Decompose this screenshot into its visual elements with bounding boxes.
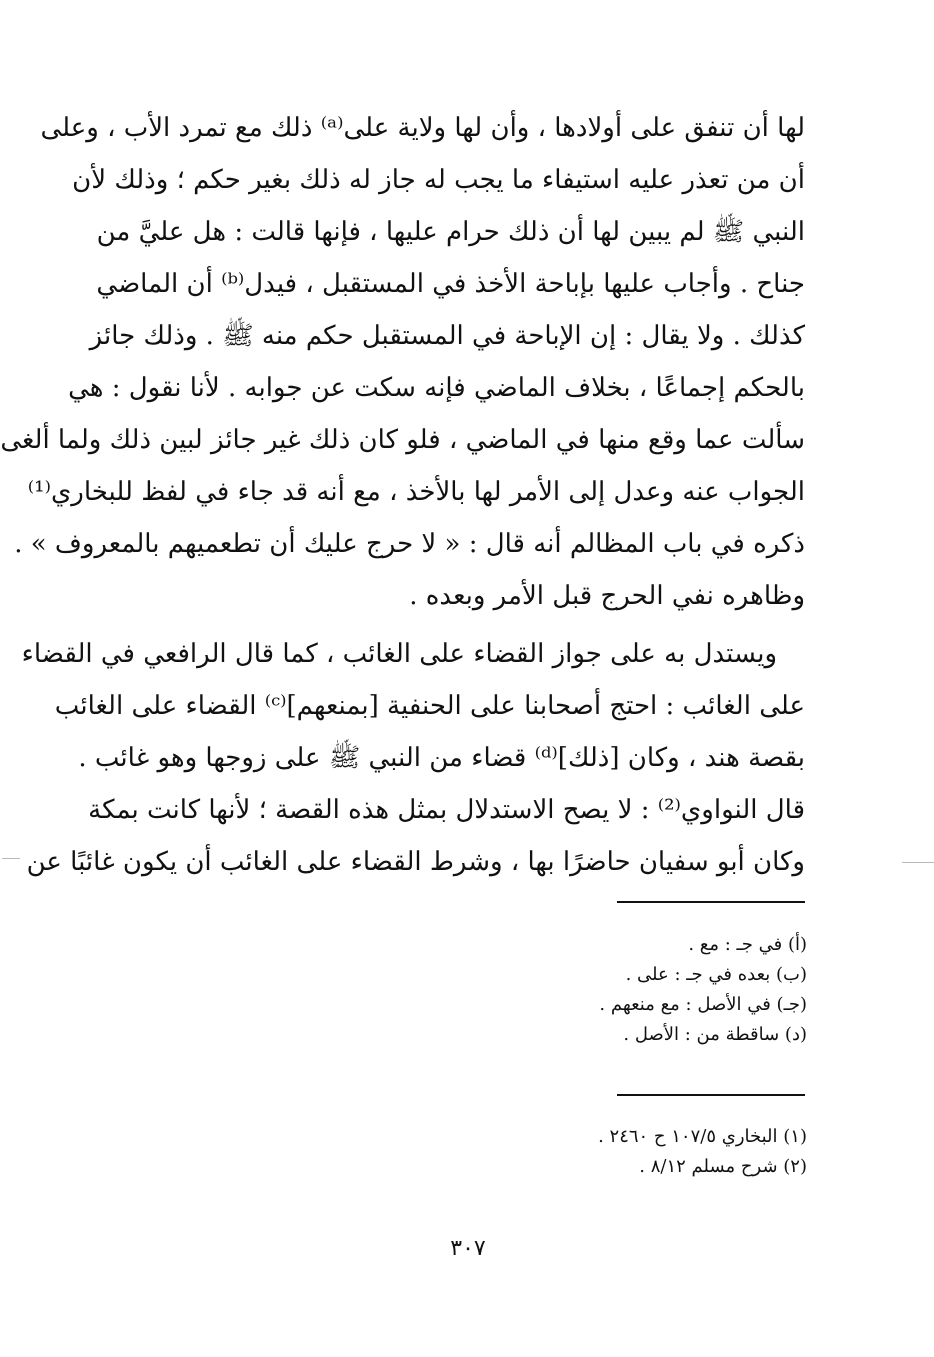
footnote: (٢) شرح مسلم ٨/١٢ . — [639, 1156, 807, 1177]
text-line: أن من تعذر عليه استيفاء ما يجب له جاز له ذلك بغير حكم ؛ وذلك لأن — [72, 165, 805, 195]
text-line: وظاهره نفي الحرج قبل الأمر وبعده . — [409, 581, 805, 611]
text-line: لها أن تنفق على أولادها ، وأن لها ولاية على⁽ᵃ⁾ ذلك مع تمرد الأب ، وعلى — [40, 113, 805, 143]
footnote: (١) البخاري ١٠٧/٥ ح ٢٤٦٠ . — [598, 1126, 807, 1147]
text-line: قال النواوي⁽²⁾ : لا يصح الاستدلال بمثل هذه القصة ؛ لأنها كانت بمكة — [88, 795, 805, 825]
text-line: النبي ﷺ لم يبين لها أن ذلك حرام عليها ، فإنها قالت : هل عليَّ من — [96, 217, 805, 247]
book-page — [2, 0, 934, 1357]
main-paragraph-2 — [21, 628, 805, 888]
footnote: (ب) بعده في جـ : على . — [625, 964, 807, 985]
text-line: الجواب عنه وعدل إلى الأمر لها بالأخذ ، مع أنه قد جاء في لفظ للبخاري⁽¹⁾ — [27, 477, 805, 507]
text-line: ويستدل به على جواز القضاء على الغائب ، كما قال الرافعي في القضاء — [21, 639, 777, 669]
main-paragraph-1 — [0, 102, 805, 622]
text-line: وكان أبو سفيان حاضرًا بها ، وشرط القضاء على الغائب أن يكون غائبًا عن — [26, 847, 805, 877]
footnote: (جـ) في الأصل : مع منعهم . — [599, 994, 807, 1015]
scan-edge-mark — [2, 858, 20, 859]
footnote-separator — [617, 1094, 805, 1096]
footnote: (أ) في جـ : مع . — [688, 934, 807, 955]
source-footnotes — [302, 1122, 807, 1182]
variant-footnotes — [302, 930, 807, 1050]
text-line: جناح . وأجاب عليها بإباحة الأخذ في المستقبل ، فيدل⁽ᵇ⁾ أن الماضي — [96, 269, 805, 299]
text-line: ذكره في باب المظالم أنه قال : « لا حرج عليك أن تطعميهم بالمعروف » . — [14, 529, 805, 559]
text-line: على الغائب : احتج أصحابنا على الحنفية [بمنعهم]⁽ᶜ⁾ القضاء على الغائب — [54, 691, 805, 721]
text-line: بقصة هند ، وكان [ذلك]⁽ᵈ⁾ قضاء من النبي ﷺ على زوجها وهو غائب . — [78, 743, 805, 773]
text-line: بالحكم إجماعًا ، بخلاف الماضي فإنه سكت عن جوابه . لأنا نقول : هي — [68, 373, 805, 403]
footnote-separator — [617, 901, 805, 903]
page-number: ٣٠٧ — [450, 1236, 486, 1261]
scan-edge-mark — [902, 862, 934, 863]
text-line: كذلك . ولا يقال : إن الإباحة في المستقبل حكم منه ﷺ . وذلك جائز — [89, 321, 805, 351]
text-line: سألت عما وقع منها في الماضي ، فلو كان ذلك غير جائز لبين ذلك ولما ألغى — [0, 425, 805, 455]
footnote: (د) ساقطة من : الأصل . — [623, 1024, 807, 1045]
